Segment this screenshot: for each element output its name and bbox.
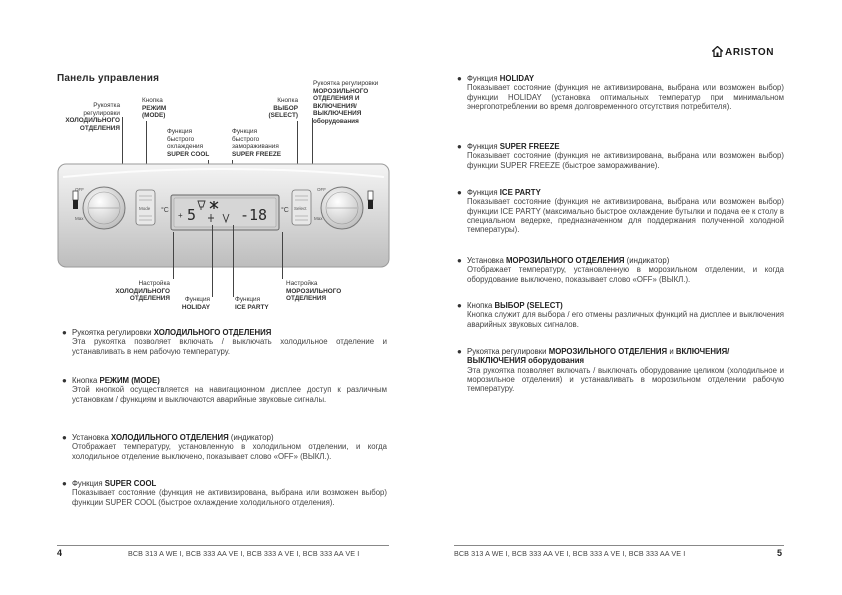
callout-ice-party xyxy=(235,296,280,311)
heading-text: Кнопка xyxy=(467,301,495,310)
callout-fridge-knob xyxy=(62,102,120,132)
item-heading xyxy=(467,301,784,310)
panel-drawing xyxy=(57,163,390,268)
item-heading xyxy=(467,142,784,151)
item-heading xyxy=(72,433,387,442)
callout-line: SUPER COOL xyxy=(167,150,210,158)
callout-line: быстрого xyxy=(232,135,260,143)
heading-text: (индикатор) xyxy=(624,256,670,265)
control-panel-illustration xyxy=(57,163,390,268)
brand-name: ARISTON xyxy=(725,47,775,58)
page-title: Панель управления xyxy=(57,73,160,84)
callout-line: быстрого xyxy=(167,135,195,143)
heading-bold: ХОЛОДИЛЬНОГО ОТДЕЛЕНИЯ xyxy=(111,433,229,442)
callout-line: охлаждения xyxy=(167,143,204,151)
list-item xyxy=(62,376,387,404)
house-icon xyxy=(712,46,723,57)
model-list-left: BCB 313 A WE I, BCB 333 AA VE I, BCB 333 A VE I, BCB 333 AA VE I xyxy=(128,549,360,558)
bullet-icon: ● xyxy=(457,301,462,310)
callout-line: замораживания xyxy=(232,143,279,151)
callout-line: HOLIDAY xyxy=(181,303,210,311)
item-heading xyxy=(467,74,784,83)
item-body: Эта рукоятка позволяет включать / выключать холодильное отделение и устанавливать в нем рабочую температуру. xyxy=(72,337,387,356)
celsius-right: °C xyxy=(281,207,289,214)
heading-bold: HOLIDAY xyxy=(499,74,535,83)
heading-text: Кнопка xyxy=(72,376,100,385)
fridge-temperature: 5 xyxy=(187,206,197,224)
callout-line: Функция xyxy=(184,296,210,303)
heading-bold: ICE PARTY xyxy=(499,188,541,197)
callout-line: Настройка xyxy=(138,280,170,287)
callout-line: (SELECT) xyxy=(268,112,298,120)
bullet-icon: ● xyxy=(62,433,67,442)
callout-freezer-knob xyxy=(313,80,393,126)
list-item xyxy=(62,479,387,507)
bullet-icon: ● xyxy=(62,328,67,337)
fridge-sign: + xyxy=(178,211,183,220)
mode-button-label[interactable]: Mode xyxy=(139,206,151,211)
knob-off-label-left: OFF xyxy=(75,187,84,192)
model-list-right: BCB 313 A WE I, BCB 333 AA VE I, BCB 333 A VE I, BCB 333 AA VE I xyxy=(454,549,686,558)
bullet-icon: ● xyxy=(457,142,462,151)
callout-line: SUPER FREEZE xyxy=(232,150,282,158)
callout-line: Кнопка xyxy=(277,97,298,104)
callout-line: Кнопка xyxy=(142,97,163,104)
item-body: Отображает температуру, установленную в холодильном отделении, и когда холодильное отделение выключено, показывает слово «OFF» (ВЫКЛ.). xyxy=(72,442,387,461)
callout-line: Функция xyxy=(167,128,193,135)
callout-holiday xyxy=(178,296,210,311)
heading-text: Установка xyxy=(72,433,112,442)
callout-line: (MODE) xyxy=(142,112,166,120)
callout-freezer-setting xyxy=(286,280,348,303)
callout-super-freeze xyxy=(232,128,294,158)
leader-line xyxy=(282,232,283,279)
callout-line: МОРОЗИЛЬНОГО xyxy=(313,87,369,95)
heading-text: Функция xyxy=(467,74,500,83)
callout-line: ХОЛОДИЛЬНОГО xyxy=(115,287,170,295)
item-body: Показывает состояние (функция не активизирована, выбрана или возможен выбор) функции HOLIDAY (установка оптимальных температур при минимальном энергопотреблении во время долговременного отсутствия потребителя). xyxy=(467,83,784,111)
callout-line: ВКЛЮЧЕНИЯ/ xyxy=(313,102,357,110)
callout-line: ОТДЕЛЕНИЯ xyxy=(286,295,327,303)
item-body: Показывает состояние (функция не активизирована, выбрана или возможен выбор) функции ICE PARTY (максимально быстрое охлаждение бутылки и подача ее к столу в специальном ведерке, предназначенном для поддержания полученной холодной температуры). xyxy=(467,197,784,235)
page-number-left: 4 xyxy=(57,548,63,558)
callout-line: ОТДЕЛЕНИЯ xyxy=(79,124,120,132)
knob-off-label-right: OFF xyxy=(317,187,326,192)
callout-line: ВЫБОР xyxy=(273,104,298,112)
list-item xyxy=(62,328,387,356)
item-heading xyxy=(467,188,784,197)
callout-line: ОТДЕЛЕНИЯ xyxy=(129,295,170,303)
callout-line: Функция xyxy=(235,296,261,303)
knob-max-label-left: Max xyxy=(75,216,84,221)
celsius-left: °C xyxy=(161,207,169,214)
select-button-label[interactable]: Select xyxy=(294,206,307,211)
leader-line xyxy=(233,225,234,297)
heading-bold: РЕЖИМ (MODE) xyxy=(99,376,160,385)
list-item xyxy=(457,347,784,394)
heading-bold: SUPER FREEZE xyxy=(499,142,560,151)
heading-text: Функция xyxy=(467,188,500,197)
callout-line: ICE PARTY xyxy=(235,303,269,311)
heading-text: Функция xyxy=(72,479,105,488)
bullet-icon: ● xyxy=(457,347,462,356)
callout-super-cool xyxy=(167,128,227,158)
callout-mode-button xyxy=(142,97,192,120)
callout-line: Настройка xyxy=(286,280,318,287)
heading-bold: ВКЛЮЧЕНИЯ/ ВЫКЛЮЧЕНИЯ оборудования xyxy=(467,347,730,366)
item-body: Показывает состояние (функция не активизирована, выбрана или возможен выбор) функции SUPER FREEZE (быстрое замораживание). xyxy=(467,151,784,170)
bullet-icon: ● xyxy=(457,188,462,197)
item-heading xyxy=(72,479,387,488)
callout-line: ОТДЕЛЕНИЯ И xyxy=(313,95,360,103)
heading-text: (индикатор) xyxy=(228,433,274,442)
item-body: Отображает температуру, установленную в морозильном отделении, и когда оборудование выключено, показывает слово «OFF» (ВЫКЛ.). xyxy=(467,265,784,284)
list-item xyxy=(457,142,784,170)
item-body: Показывает состояние (функция не активизирована, выбрана или возможен выбор) функции SUPER COOL (быстрое охлаждение холодильного отделения). xyxy=(72,488,387,507)
list-item xyxy=(457,188,784,235)
footer-rule-left xyxy=(57,545,389,546)
callout-line: МОРОЗИЛЬНОГО xyxy=(286,287,342,295)
heading-bold: МОРОЗИЛЬНОГО ОТДЕЛЕНИЯ xyxy=(548,347,668,356)
knob-max-label-right: Max xyxy=(314,216,323,221)
item-body: Эта рукоятка позволяет включать / выключать оборудование целиком (холодильное и морозильное отделения) и устанавливать в морозильном отделении рабочую температуру. xyxy=(467,365,784,394)
heading-text: и xyxy=(667,347,676,356)
item-heading xyxy=(72,376,387,385)
heading-text: Функция xyxy=(467,142,500,151)
item-heading xyxy=(72,328,387,337)
item-body: Этой кнопкой осуществляется на навигационном дисплее доступ к различным установкам / функциям и выключаются аварийные звуковые сигналы. xyxy=(72,385,387,404)
freezer-temperature: -18 xyxy=(240,206,268,224)
heading-bold: МОРОЗИЛЬНОГО ОТДЕЛЕНИЯ xyxy=(506,256,625,265)
item-heading xyxy=(467,347,784,366)
page-number-right: 5 xyxy=(777,548,783,558)
leader-line xyxy=(212,225,213,297)
list-item xyxy=(457,301,784,329)
callout-line: регулировки xyxy=(83,109,120,117)
list-item xyxy=(457,74,784,111)
bullet-icon: ● xyxy=(62,376,67,385)
leader-line xyxy=(173,232,174,279)
callout-line: Рукоятка регулировки xyxy=(313,80,379,87)
item-body: Кнопка служит для выбора / его отмены различных функций на дисплее и выключения аварийных звуковых сигналов. xyxy=(467,310,784,329)
heading-bold: SUPER COOL xyxy=(104,479,157,488)
bullet-icon: ● xyxy=(457,74,462,83)
callout-select-button xyxy=(250,97,298,120)
heading-bold: ВЫБОР (SELECT) xyxy=(494,301,563,310)
list-item xyxy=(62,433,387,461)
list-item xyxy=(457,256,784,284)
item-heading xyxy=(467,256,784,265)
callout-line: Функция xyxy=(232,128,258,135)
footer-rule-right xyxy=(454,545,784,546)
callout-line: ВЫКЛЮЧЕНИЯ xyxy=(313,110,362,118)
heading-text: Установка xyxy=(467,256,507,265)
bullet-icon: ● xyxy=(62,479,67,488)
callout-fridge-setting xyxy=(108,280,170,303)
heading-text: Рукоятка регулировки xyxy=(467,347,549,356)
ariston-logo xyxy=(712,46,774,58)
heading-text: Рукоятка регулировки xyxy=(72,328,154,337)
callout-line: Рукоятка xyxy=(93,102,120,109)
bullet-icon: ● xyxy=(457,256,462,265)
callout-line: РЕЖИМ xyxy=(142,104,167,112)
callout-line: оборудования xyxy=(313,117,359,125)
callout-line: ХОЛОДИЛЬНОГО xyxy=(65,117,120,125)
heading-bold: ХОЛОДИЛЬНОГО ОТДЕЛЕНИЯ xyxy=(153,328,272,337)
